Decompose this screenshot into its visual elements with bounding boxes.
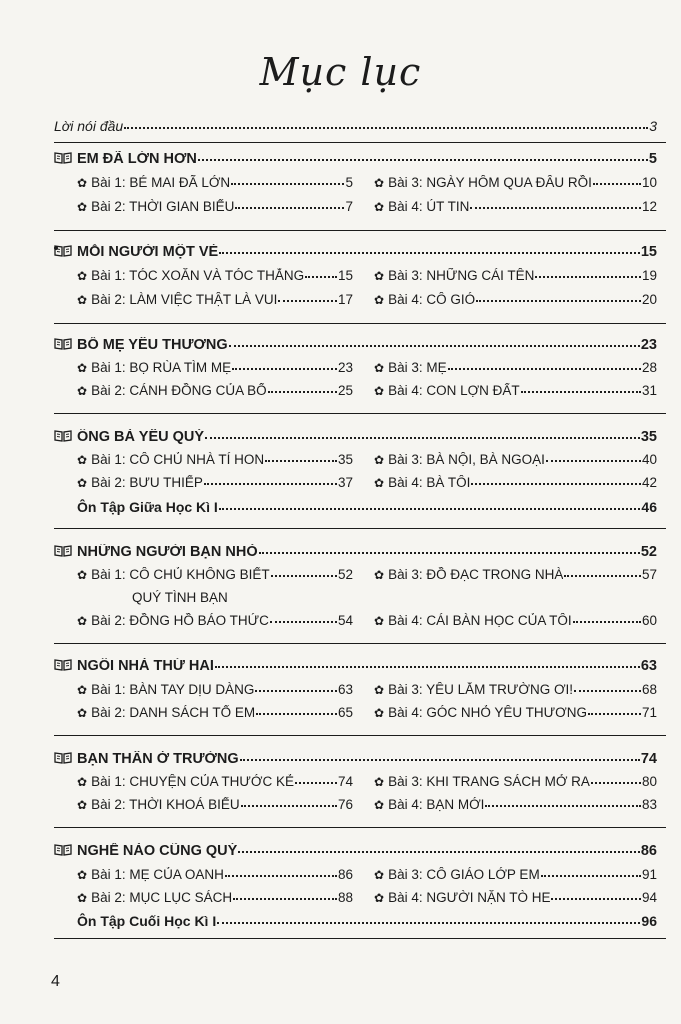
- dot-leader: [521, 390, 641, 393]
- flower-icon: ✿: [374, 453, 385, 467]
- section-title: ÔNG BÀ YÊU QUÝ: [77, 429, 205, 445]
- dot-leader: [546, 459, 641, 462]
- divider: [54, 643, 666, 644]
- section-heading[interactable]: [54, 244, 657, 260]
- dot-leader: [485, 804, 641, 807]
- review-title: Ôn Tập Giữa Học Kì I: [77, 499, 218, 515]
- lesson-title: Bài 4: CON LỢN ĐẤT: [388, 383, 520, 398]
- flower-icon: ✿: [374, 476, 385, 490]
- section-heading[interactable]: [54, 151, 657, 167]
- divider: [54, 827, 666, 828]
- lesson-entry[interactable]: [77, 360, 353, 375]
- dot-leader: [551, 897, 641, 900]
- lesson-title: Bài 4: BÀ TÔI: [388, 475, 471, 490]
- page-ref: 42: [641, 475, 657, 490]
- dot-leader: [217, 921, 640, 924]
- page-ref: 52: [640, 544, 657, 560]
- divider: [54, 142, 666, 143]
- lesson-title: Bài 3: ĐỒ ĐẠC TRONG NHÀ: [388, 567, 564, 582]
- dot-leader: [270, 620, 337, 623]
- book-icon: [54, 430, 72, 442]
- dot-leader: [591, 781, 641, 784]
- flower-icon: ✿: [77, 614, 88, 628]
- dot-leader: [535, 275, 641, 278]
- flower-icon: ✿: [77, 384, 88, 398]
- flower-icon: ✿: [374, 614, 385, 628]
- lesson-entry[interactable]: [77, 705, 353, 720]
- lesson-entry[interactable]: [374, 682, 657, 697]
- page-ref: 46: [641, 499, 657, 515]
- section-title: BỐ MẸ YÊU THƯƠNG: [77, 337, 228, 353]
- flower-icon: ✿: [77, 476, 88, 490]
- page-ref: 63: [640, 658, 657, 674]
- lesson-title: Bài 3: NHỮNG CÁI TÊN: [388, 268, 535, 283]
- lesson-title: Bài 4: CÁI BÀN HỌC CỦA TÔI: [388, 613, 572, 628]
- page-ref: 74: [640, 751, 657, 767]
- page-ref: 15: [640, 244, 657, 260]
- flower-icon: ✿: [77, 200, 88, 214]
- section-title: NHỮNG NGƯỜI BẠN NHỎ: [77, 544, 258, 560]
- lesson-title: Bài 1: CÔ CHỦ NHÀ TÍ HON: [91, 452, 265, 467]
- flower-icon: ✿: [77, 176, 88, 190]
- page-ref: 19: [641, 268, 657, 283]
- flower-icon: ✿: [374, 200, 385, 214]
- lesson-title: Bài 2: THỜI KHOÁ BIỂU: [91, 797, 240, 812]
- flower-icon: ✿: [374, 868, 385, 882]
- flower-icon: ✿: [374, 384, 385, 398]
- page-ref: 80: [641, 774, 657, 789]
- lesson-entry[interactable]: [77, 383, 353, 398]
- dot-leader: [241, 804, 337, 807]
- lesson-entry[interactable]: [374, 890, 657, 905]
- dot-leader: [259, 551, 640, 554]
- page-ref: 31: [641, 383, 657, 398]
- flower-icon: ✿: [374, 683, 385, 697]
- page-ref: 5: [345, 175, 353, 190]
- dot-leader: [124, 126, 648, 129]
- page-ref: 54: [337, 613, 353, 628]
- dot-leader: [588, 712, 641, 715]
- section-heading[interactable]: [54, 337, 657, 353]
- lesson-title: Bài 1: BÀN TAY DỊU DÀNG: [91, 682, 255, 697]
- lesson-title: Bài 1: MẸ CỦA OANH: [91, 867, 224, 882]
- dot-leader: [305, 275, 337, 278]
- page-ref: 23: [640, 337, 657, 353]
- divider: [54, 528, 666, 529]
- lesson-title: Bài 3: CÔ GIÁO LỚP EM: [388, 867, 540, 882]
- page-ref: 12: [641, 199, 657, 214]
- dot-leader: [229, 344, 640, 347]
- book-icon: [54, 659, 72, 671]
- lesson-title: Bài 3: BÀ NỘI, BÀ NGOẠI: [388, 452, 545, 467]
- page-ref: 28: [641, 360, 657, 375]
- dot-leader: [225, 874, 337, 877]
- page-ref: 57: [641, 567, 657, 582]
- dot-leader: [295, 781, 337, 784]
- page-ref: 74: [337, 774, 353, 789]
- page-ref: 25: [337, 383, 353, 398]
- book-icon: [54, 245, 72, 257]
- page-ref: 5: [648, 151, 657, 167]
- flower-icon: ✿: [77, 706, 88, 720]
- lesson-title: Bài 1: BỌ RÙA TÌM MẸ: [91, 360, 232, 375]
- page-ref: 10: [641, 175, 657, 190]
- lesson-title: Bài 1: TÓC XOĂN VÀ TÓC THẲNG: [91, 268, 305, 283]
- lesson-title: Bài 4: BẠN MỚI: [388, 797, 485, 812]
- flower-icon: ✿: [374, 706, 385, 720]
- page-ref: 20: [641, 292, 657, 307]
- flower-icon: ✿: [374, 293, 385, 307]
- lesson-title: Bài 1: CÔ CHỦ KHÔNG BIẾT: [91, 567, 270, 582]
- lesson-entry[interactable]: [77, 774, 353, 789]
- dot-leader: [204, 482, 337, 485]
- lesson-title: Bài 2: THỜI GIAN BIỂU: [91, 199, 235, 214]
- flower-icon: ✿: [374, 568, 385, 582]
- lesson-entry[interactable]: [77, 292, 353, 307]
- lesson-entry[interactable]: [374, 268, 657, 283]
- book-icon: [54, 844, 72, 856]
- dot-leader: [593, 182, 641, 185]
- divider: [54, 413, 666, 414]
- section-title: NGÔI NHÀ THỨ HAI: [77, 658, 214, 674]
- dot-leader: [476, 299, 641, 302]
- dot-leader: [205, 436, 640, 439]
- lesson-title: Bài 4: NGƯỜI NẶN TÒ HE: [388, 890, 551, 905]
- page-ref: 52: [337, 567, 353, 582]
- flower-icon: ✿: [374, 361, 385, 375]
- lesson-title: Bài 3: YÊU LẮM TRƯỜNG ƠI!: [388, 682, 574, 697]
- section-title: NGHỀ NÀO CŨNG QUÝ: [77, 843, 238, 859]
- lesson-title: Bài 2: BƯU THIẾP: [91, 475, 203, 490]
- flower-icon: ✿: [77, 361, 88, 375]
- lesson-entry[interactable]: [77, 268, 353, 283]
- flower-icon: ✿: [374, 891, 385, 905]
- dot-leader: [470, 206, 641, 209]
- page-ref: 35: [640, 429, 657, 445]
- lesson-entry[interactable]: [77, 452, 353, 467]
- book-icon: [54, 545, 72, 557]
- page-number: 4: [51, 973, 60, 990]
- dot-leader: [541, 874, 641, 877]
- lesson-title: Bài 2: LÀM VIỆC THẬT LÀ VUI: [91, 292, 278, 307]
- page-ref: 86: [640, 843, 657, 859]
- dot-leader: [268, 390, 337, 393]
- flower-icon: ✿: [77, 868, 88, 882]
- section-heading[interactable]: [54, 658, 657, 674]
- page-ref: 91: [641, 867, 657, 882]
- lesson-entry[interactable]: [77, 475, 353, 490]
- dot-leader: [240, 758, 640, 761]
- dot-leader: [198, 158, 648, 161]
- flower-icon: ✿: [374, 775, 385, 789]
- page-ref: 60: [641, 613, 657, 628]
- flower-icon: ✿: [374, 269, 385, 283]
- lesson-entry[interactable]: [374, 383, 657, 398]
- flower-icon: ✿: [77, 891, 88, 905]
- dot-leader: [231, 182, 344, 185]
- book-icon: [54, 338, 72, 350]
- lesson-entry[interactable]: [374, 705, 657, 720]
- page-ref: 76: [337, 797, 353, 812]
- dot-leader: [219, 507, 641, 510]
- dot-leader: [573, 620, 641, 623]
- section-heading[interactable]: [54, 751, 657, 767]
- lesson-entry[interactable]: [374, 292, 657, 307]
- divider: [54, 323, 666, 324]
- toc-intro[interactable]: [54, 118, 657, 134]
- dot-leader: [448, 367, 641, 370]
- dot-leader: [564, 574, 641, 577]
- flower-icon: ✿: [374, 798, 385, 812]
- dot-leader: [238, 850, 640, 853]
- dot-leader: [235, 206, 344, 209]
- lesson-entry[interactable]: [77, 797, 353, 812]
- dot-leader: [278, 299, 337, 302]
- page-ref: 40: [641, 452, 657, 467]
- page-ref: 3: [649, 118, 657, 134]
- page-ref: 63: [337, 682, 353, 697]
- lesson-entry[interactable]: [374, 199, 657, 214]
- lesson-entry[interactable]: [374, 613, 657, 628]
- page-ref: 86: [337, 867, 353, 882]
- dot-leader: [255, 689, 337, 692]
- divider: [54, 735, 666, 736]
- page-ref: 71: [641, 705, 657, 720]
- lesson-entry[interactable]: [77, 867, 353, 882]
- dot-leader: [265, 459, 337, 462]
- flower-icon: ✿: [77, 453, 88, 467]
- page-ref: 35: [337, 452, 353, 467]
- section-title: BẠN THÂN Ở TRƯỜNG: [77, 751, 239, 767]
- lesson-entry[interactable]: [77, 199, 353, 214]
- lesson-entry[interactable]: [77, 890, 353, 905]
- section-heading[interactable]: [54, 544, 657, 560]
- flower-icon: ✿: [77, 568, 88, 582]
- page-ref: 88: [337, 890, 353, 905]
- page-title: Mục lục: [259, 50, 422, 94]
- flower-icon: ✿: [77, 775, 88, 789]
- flower-icon: ✿: [77, 683, 88, 697]
- dot-leader: [232, 367, 337, 370]
- lesson-title: Bài 4: GÓC NHỎ YÊU THƯƠNG: [388, 705, 587, 720]
- lesson-entry[interactable]: [374, 797, 657, 812]
- lesson-title: Bài 3: NGÀY HÔM QUA ĐÂU RỒI: [388, 175, 592, 190]
- lesson-title: Bài 1: CHUYỆN CỦA THƯỚC KẺ: [91, 774, 294, 789]
- lesson-entry[interactable]: [374, 774, 657, 789]
- page-ref: 96: [641, 913, 657, 929]
- flower-icon: ✿: [77, 269, 88, 283]
- lesson-title-continued: QUÝ TÌNH BẠN: [132, 590, 228, 605]
- page-ref: 65: [337, 705, 353, 720]
- page-ref: 15: [337, 268, 353, 283]
- toc-intro-label: Lời nói đầu: [54, 118, 124, 134]
- page-ref: 17: [337, 292, 353, 307]
- review-entry[interactable]: [77, 499, 657, 515]
- page-ref: 94: [641, 890, 657, 905]
- lesson-title: Bài 2: CÁNH ĐỒNG CỦA BỐ: [91, 383, 267, 398]
- page-ref: 23: [337, 360, 353, 375]
- section-heading[interactable]: [54, 843, 657, 859]
- dot-leader: [219, 251, 640, 254]
- book-icon: [54, 752, 72, 764]
- section-title: EM ĐÃ LỚN HƠN: [77, 151, 197, 167]
- lesson-title: Bài 3: MẸ: [388, 360, 447, 375]
- dot-leader: [574, 689, 641, 692]
- lesson-title: Bài 2: ĐỒNG HỒ BÁO THỨC: [91, 613, 269, 628]
- lesson-entry[interactable]: [374, 360, 657, 375]
- lesson-entry[interactable]: [77, 682, 353, 697]
- lesson-entry[interactable]: [77, 567, 353, 582]
- dot-leader: [215, 665, 640, 668]
- dot-leader: [233, 897, 337, 900]
- lesson-title: Bài 1: BÉ MAI ĐÃ LỚN: [91, 175, 231, 190]
- section-heading[interactable]: [54, 429, 657, 445]
- dot-leader: [256, 712, 337, 715]
- book-icon: [54, 152, 72, 164]
- flower-icon: ✿: [77, 293, 88, 307]
- lesson-title: Bài 4: CÔ GIÓ: [388, 292, 476, 307]
- page-ref: 68: [641, 682, 657, 697]
- page-ref: 7: [345, 199, 353, 214]
- lesson-entry[interactable]: [374, 867, 657, 882]
- flower-icon: ✿: [374, 176, 385, 190]
- flower-icon: ✿: [77, 798, 88, 812]
- lesson-entry[interactable]: [374, 452, 657, 467]
- review-entry[interactable]: [77, 913, 657, 929]
- divider: [54, 938, 666, 939]
- page-ref: 83: [641, 797, 657, 812]
- lesson-entry[interactable]: [77, 613, 353, 628]
- dot-leader: [471, 482, 641, 485]
- lesson-title: Bài 2: DANH SÁCH TỔ EM: [91, 705, 256, 720]
- section-title: MỖI NGƯỜI MỘT VẺ: [77, 244, 219, 260]
- divider: [54, 230, 666, 231]
- lesson-entry[interactable]: [374, 567, 657, 582]
- dot-leader: [271, 574, 337, 577]
- page-ref: 37: [337, 475, 353, 490]
- lesson-title: Bài 3: KHI TRANG SÁCH MỞ RA: [388, 774, 590, 789]
- lesson-title: Bài 4: ÚT TIN: [388, 199, 470, 214]
- lesson-entry[interactable]: [374, 475, 657, 490]
- lesson-entry[interactable]: [374, 175, 657, 190]
- lesson-entry[interactable]: [77, 175, 353, 190]
- review-title: Ôn Tập Cuối Học Kì I: [77, 913, 217, 929]
- lesson-title: Bài 2: MỤC LỤC SÁCH: [91, 890, 233, 905]
